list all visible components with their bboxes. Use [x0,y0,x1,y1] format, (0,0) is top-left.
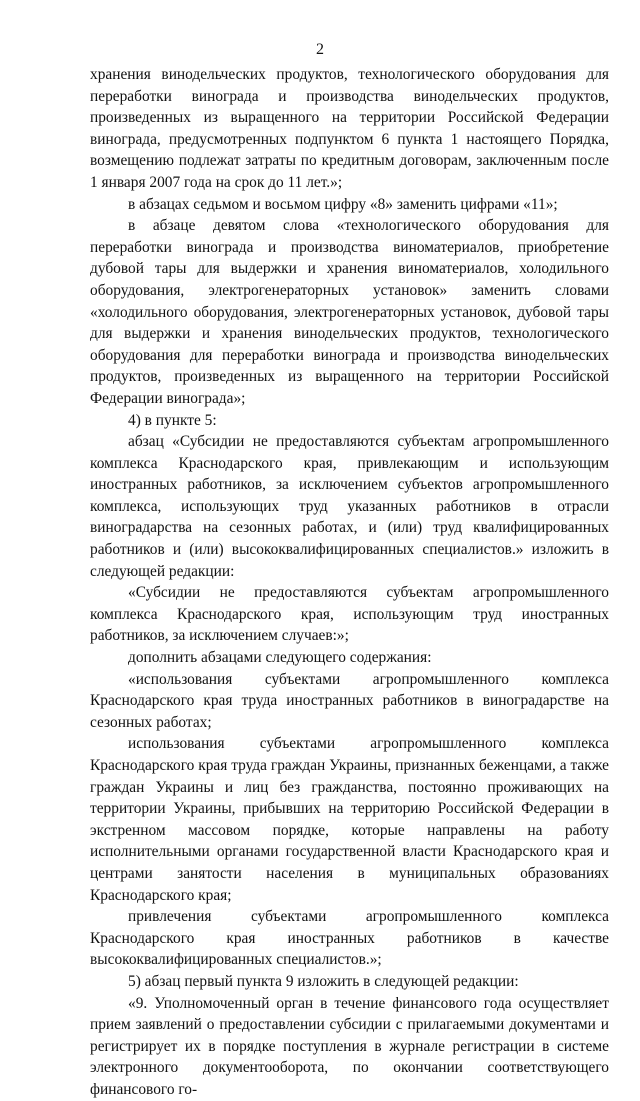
paragraph-1: хранения винодельческих продуктов, технологического оборудования для переработки винограда и производства винодельческих продуктов, произведенных из выращенного на территории Российской Федерации винограда, предусмотренных подпунктом 6 пункта 1 настоящего Порядка, возмещению подлежат затраты по кредитным договорам, заключенным после 1 января 2007 года на срок до 11 лет.»; [90,66,609,191]
paragraph-12: «9. Уполномоченный орган в течение финансового года осуществляет прием заявлений о предоставлении субсидии с прилагаемыми документами и регистрирует их в порядке поступления в журнале регистрации в системе электронного документооборота, по окончании соответствующего финансового го- [90,994,609,1098]
document-body [90,64,609,1101]
paragraph-9: использования субъектами агропромышленного комплекса Краснодарского края труда граждан Украины, признанных беженцами, а также граждан Украины и лиц без гражданства, постоянно проживающих на территории Украины, прибывших на территорию Российской Федерации в экстренном массовом порядке, которые направлены на работу исполнительными органами государственной власти Краснодарского края и центрами занятости населения в муниципальных образованиях Краснодарского края; [90,735,609,904]
page-number: 2 [316,41,324,58]
paragraph-6: «Субсидии не предоставляются субъектам агропромышленного комплекса Краснодарского края, использующим труд иностранных работников, за исключением случаев:»; [90,584,609,645]
paragraph-10: привлечения субъектами агропромышленного комплекса Краснодарского края иностранных работников в качестве высококвалифицированных специалистов.»; [90,908,609,969]
paragraph-4: 4) в пункте 5: [128,411,217,429]
paragraph-5: абзац «Субсидии не предоставляются субъектам агропромышленного комплекса Краснодарского края, привлекающим и использующим иностранных работников, за исключением субъектов агропромышленного комплекса, использующих труд указанных работников в отрасли виноградарства на сезонных работах, и (или) труд квалифицированных работников и (или) высококвалифицированных специалистов.» изложить в следующей редакции: [90,433,609,580]
paragraph-2: в абзацах седьмом и восьмом цифру «8» заменить цифрами «11»; [128,195,558,213]
paragraph-8: «использования субъектами агропромышленного комплекса Краснодарского края труда иностранных работников в виноградарстве на сезонных работах; [90,670,609,731]
paragraph-3: в абзаце девятом слова «технологического оборудования для переработки винограда и производства виноматериалов, приобретение дубовой тары для выдержки и хранения виноматериалов, холодильного оборудования, электрогенераторных установок» заменить словами «холодильного оборудования, электрогенераторных установок, дубовой тары для выдержки и хранения винодельческих продуктов, технологического оборудования для переработки винограда и производства винодельческих продуктов, произведенных из выращенного на территории Российской Федерации винограда»; [90,217,609,407]
paragraph-11: 5) абзац первый пункта 9 изложить в следующей редакции: [128,972,519,990]
paragraph-7: дополнить абзацами следующего содержания: [128,649,432,667]
